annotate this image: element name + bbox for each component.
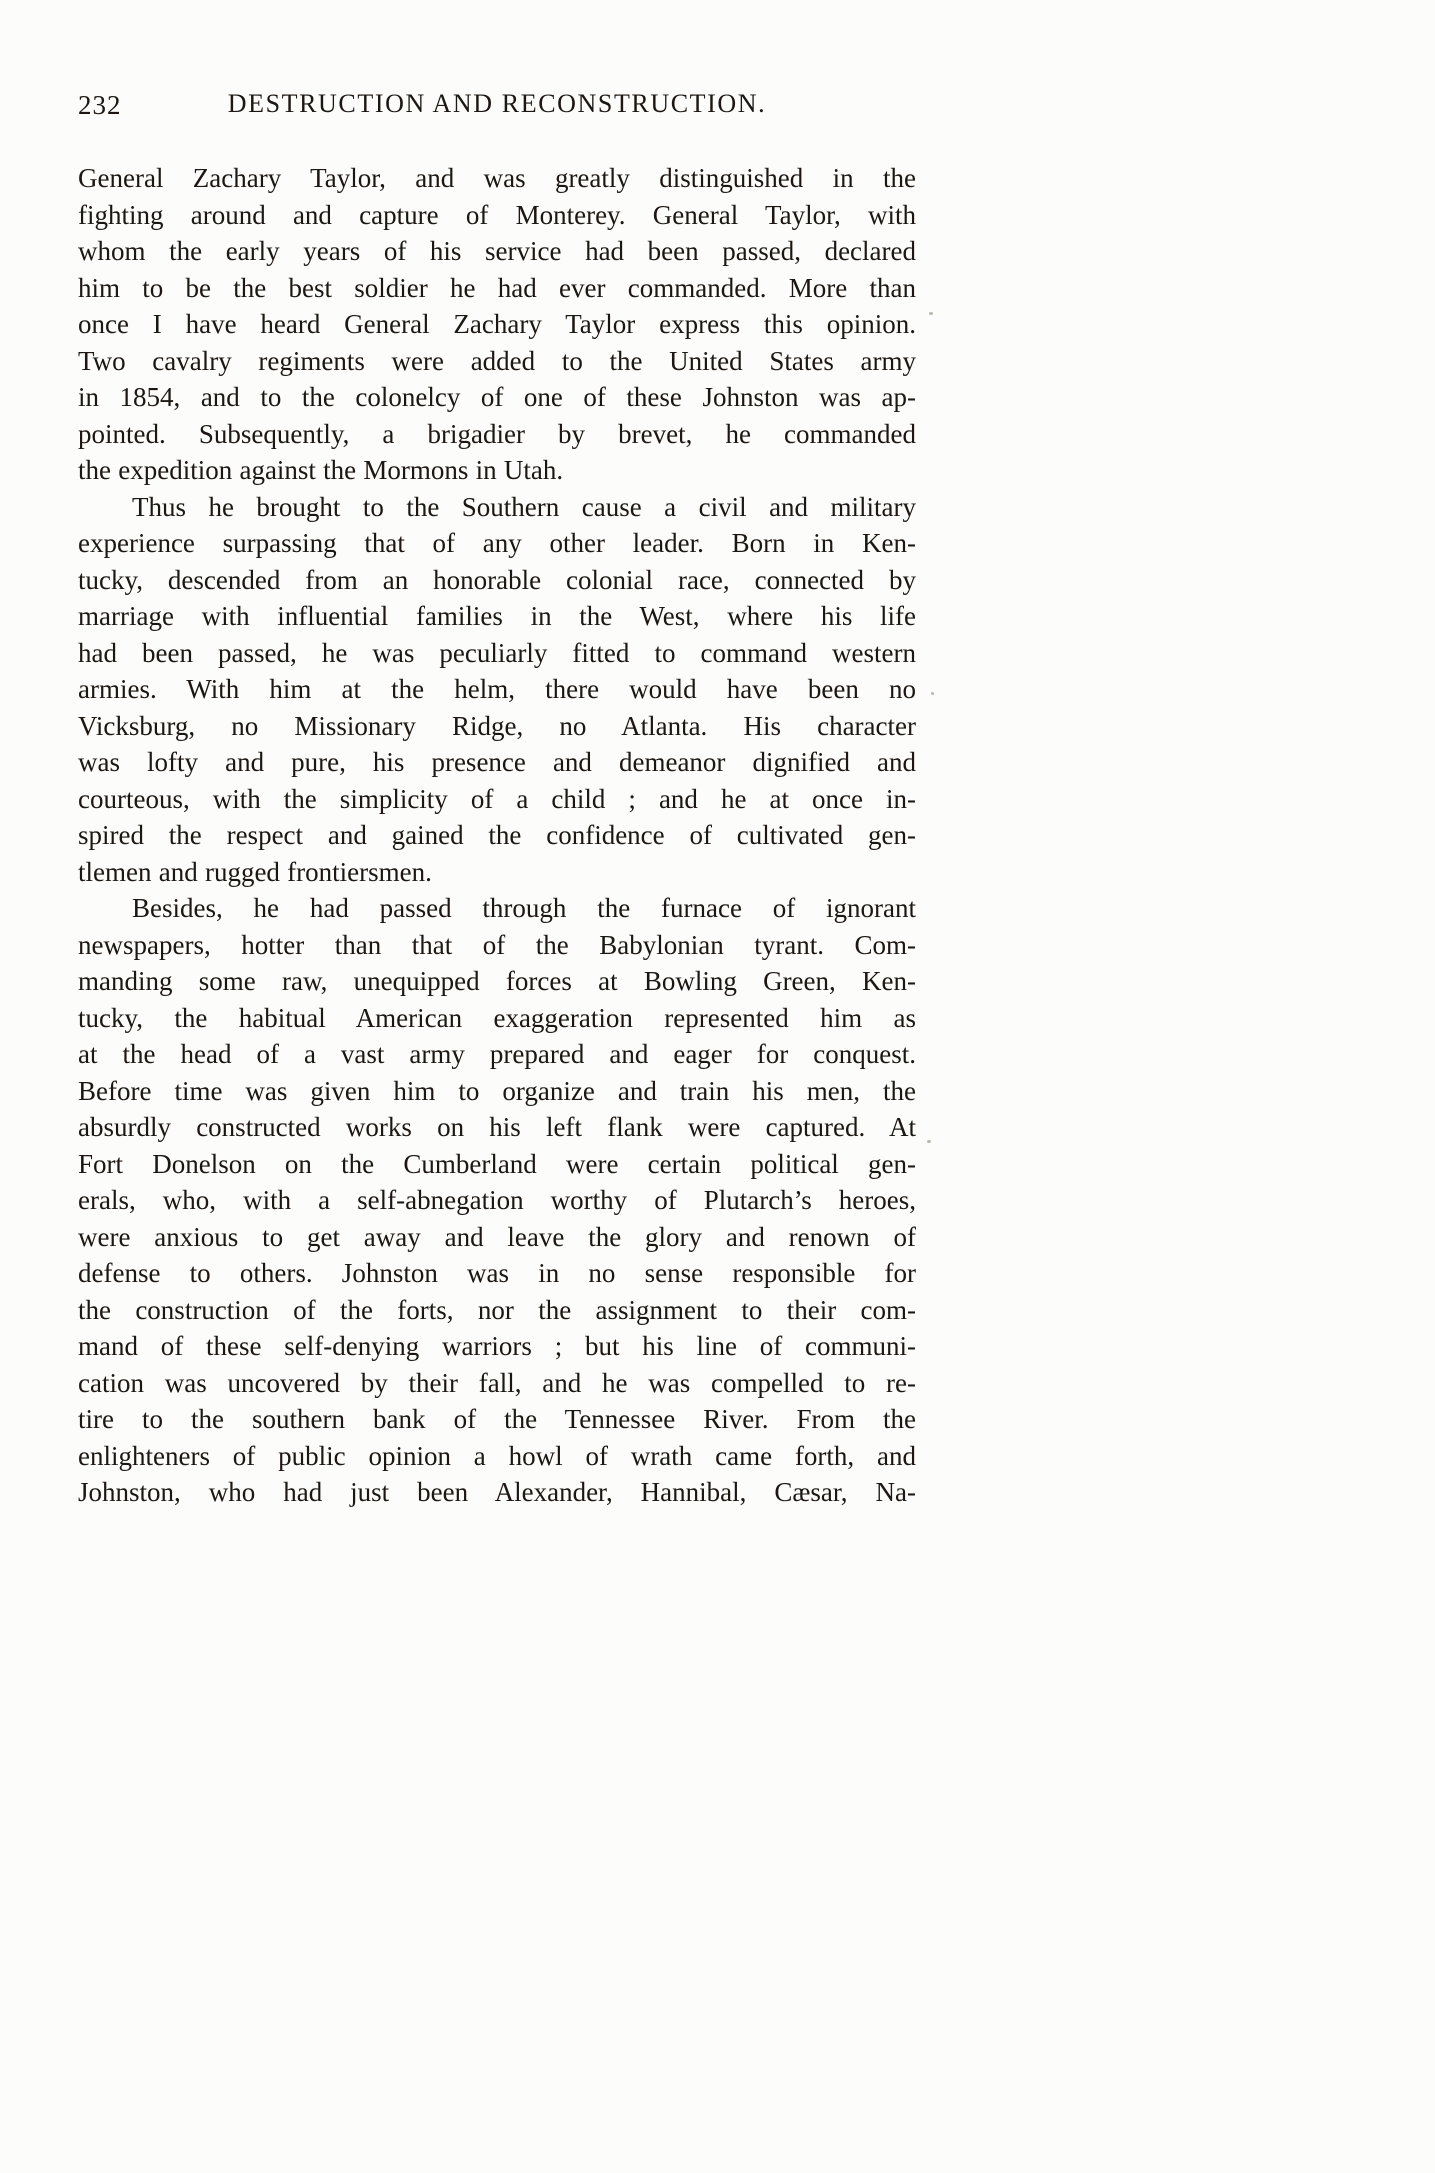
text-line: Fort Donelson on the Cumberland were certain political gen- (78, 1148, 916, 1179)
text-line: in 1854, and to the colonelcy of one of these Johnston was ap- (78, 382, 916, 412)
text-line: whom the early years of his service had been passed, declared (78, 236, 916, 266)
scan-artifact (927, 1140, 931, 1143)
paragraph (78, 489, 916, 891)
text-line: him to be the best soldier he had ever commanded. More than (78, 272, 916, 303)
text-line: Thus he brought to the Southern cause a civil and military (132, 491, 916, 522)
text-line: manding some raw, unequipped forces at Bowling Green, Ken- (78, 966, 916, 996)
running-title: DESTRUCTION AND RECONSTRUCTION. (227, 89, 767, 118)
text-line: mand of these self-denying warriors ; but his line of communi- (78, 1331, 916, 1361)
text-line: were anxious to get away and leave the glory and renown of (78, 1221, 916, 1252)
text-line: Besides, he had passed through the furnace of ignorant (132, 893, 916, 923)
page-number: 232 (78, 90, 122, 120)
paragraph (78, 160, 916, 489)
text-line: tucky, the habitual American exaggeration represented him as (78, 1002, 916, 1033)
text-line: marriage with influential families in the West, where his life (78, 601, 916, 631)
text-line: defense to others. Johnston was in no sense responsible for (78, 1258, 916, 1288)
text-line: General Zachary Taylor, and was greatly distinguished in the (78, 163, 916, 193)
text-line: experience surpassing that of any other leader. Born in Ken- (78, 528, 916, 558)
text-line: erals, who, with a self-abnegation worthy of Plutarch’s heroes, (78, 1185, 916, 1215)
text-body (78, 160, 916, 1511)
scan-artifact (929, 312, 933, 315)
text-line: pointed. Subsequently, a brigadier by brevet, he commanded (78, 418, 916, 449)
text-line: Two cavalry regiments were added to the United States army (78, 345, 916, 376)
scan-artifact (931, 692, 934, 695)
text-line: once I have heard General Zachary Taylor express this opinion. (78, 309, 916, 339)
text-line: the expedition against the Mormons in Utah. (78, 455, 564, 485)
text-line: at the head of a vast army prepared and eager for conquest. (78, 1039, 916, 1069)
text-line: tlemen and rugged frontiersmen. (78, 856, 432, 887)
text-line: the construction of the forts, nor the assignment to their com- (78, 1294, 916, 1325)
paragraph (78, 890, 916, 1511)
text-line: enlighteners of public opinion a howl of wrath came forth, and (78, 1440, 916, 1471)
text-line: newspapers, hotter than that of the Babylonian tyrant. Com- (78, 929, 916, 960)
text-line: tucky, descended from an honorable colonial race, connected by (78, 564, 916, 595)
text-line: armies. With him at the helm, there would have been no (78, 674, 916, 704)
text-line: tire to the southern bank of the Tennessee River. From the (78, 1404, 916, 1434)
text-line: spired the respect and gained the confidence of cultivated gen- (78, 820, 916, 850)
text-line: absurdly constructed works on his left flank were captured. At (78, 1112, 916, 1142)
text-block (78, 88, 916, 1511)
text-line: cation was uncovered by their fall, and he was compelled to re- (78, 1367, 916, 1398)
text-line: fighting around and capture of Monterey. General Taylor, with (78, 199, 916, 230)
text-line: Vicksburg, no Missionary Ridge, no Atlanta. His character (78, 710, 916, 741)
text-line: Before time was given him to organize and train his men, the (78, 1075, 916, 1106)
page-header (78, 88, 916, 160)
text-line: courteous, with the simplicity of a child ; and he at once in- (78, 783, 916, 814)
text-line: Johnston, who had just been Alexander, Hannibal, Cæsar, Na- (78, 1477, 916, 1507)
text-line: was lofty and pure, his presence and demeanor dignified and (78, 747, 916, 777)
text-line: had been passed, he was peculiarly fitted to command western (78, 637, 916, 668)
